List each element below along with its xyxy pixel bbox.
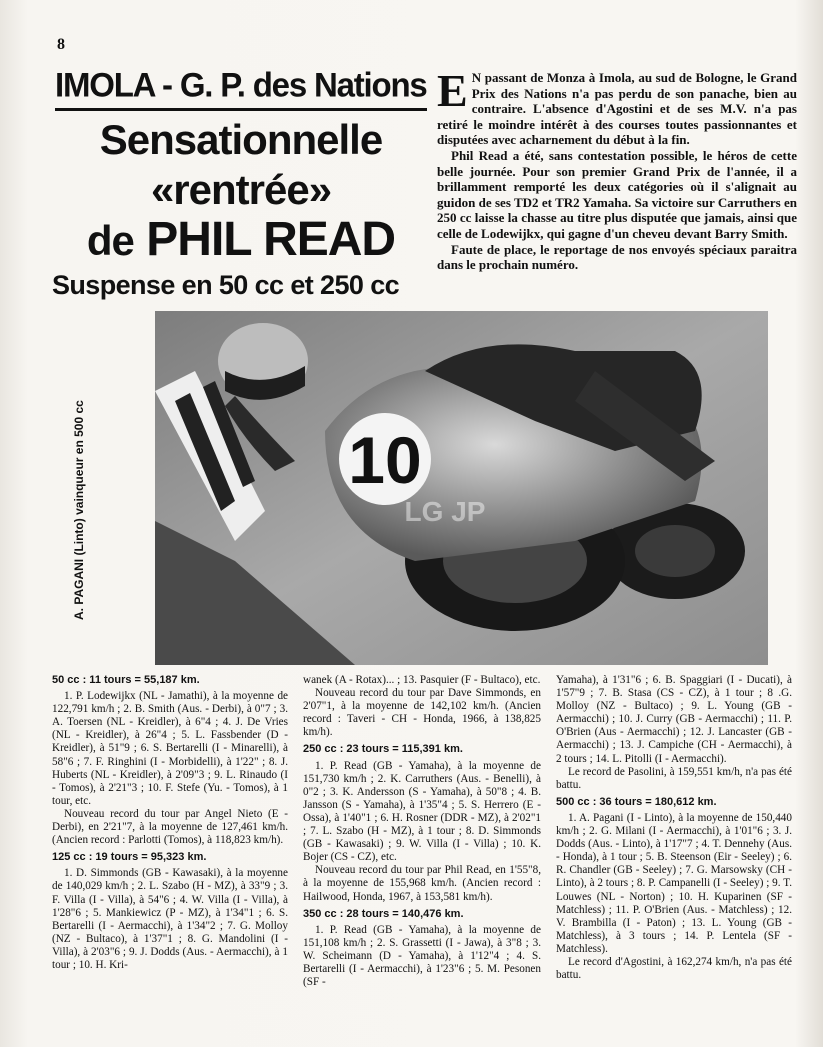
- results-record-125cc: Nouveau record du tour par Dave Simmonds, en 2'07"1, à la moyenne de 142,102 km/h. (Ancien record : Taveri - CH - Honda, 1966, à 138,825 km/h).: [303, 687, 541, 739]
- kicker-rule: [55, 108, 427, 111]
- results-body-125cc-cont: wanek (A - Rotax)... ; 13. Pasquier (F - Bultaco), etc.: [303, 674, 541, 686]
- intro-paragraph-3: Faute de place, le reportage de nos envoyés spéciaux paraitra dans le prochain numéro.: [437, 241, 797, 273]
- intro-paragraph-2: Phil Read a été, sans contestation possible, le héros de cette belle journée. Pour son premier Grand Prix de l'année, il a brillamment remporté les deux catégories où il s'alignait au guidon de ses TD2 et TR2 Yamaha. Sa victoire sur Carruthers en 250 cc laisse la chasse au titre plus disputée que jamais, ainsi que celle de Lodewijkx, qui gagne d'un cheveu devant Barry Smith.: [437, 147, 797, 241]
- motorcycle-photo-illustration: [155, 311, 768, 665]
- results-body-125cc: 1. D. Simmonds (GB - Kawasaki), à la moyenne de 140,029 km/h ; 2. L. Szabo (H - MZ), à 33"9 ; 3. F. Villa (I - Villa), à 54"6 ; 4. W. Villa (I - Villa), à 1'28"6 ; 5. Mankiewicz (P - MZ), à 1'34"1 ; 6. S. Bertarelli (I - Aermacchi), à 1'34"2 ; 7. G. Molloy (NZ - Bultaco), à 1'37"1 ; 8. G. Mandolini (I - Villa), à 2'03"6 ; 9. J. Dodds (Aus. - Aermacchi), à 1 tour ; 10. H. Kri-: [52, 867, 288, 971]
- headline-line-3: [55, 212, 427, 267]
- results-body-350cc: 1. P. Read (GB - Yamaha), à la moyenne de 151,108 km/h ; 2. S. Grassetti (I - Jawa), à 3"8 ; 3. W. Scheimann (D - Yamaha), à 1'12"4 ; 4. S. Bertarelli (I - Aermacchi), à 1'23"6 ; 5. M. Pesonen (SF -: [303, 923, 541, 989]
- results-column-1: [52, 674, 288, 972]
- results-head-50cc: 50 cc : 11 tours = 55,187 km.: [52, 674, 200, 686]
- drop-cap: E: [437, 65, 468, 116]
- photo-caption: A. PAGANI (Linto) vainqueur en 500 cc: [72, 400, 86, 620]
- results-head-500cc: 500 cc : 36 tours = 180,612 km.: [556, 795, 717, 808]
- race-photo: [155, 311, 768, 665]
- results-head-125cc: 125 cc : 19 tours = 95,323 km.: [52, 851, 207, 864]
- results-column-2: [303, 674, 541, 989]
- photo-race-number: 10: [348, 423, 422, 497]
- headline-line-2: «rentrée»: [150, 166, 332, 213]
- results-column-3: [556, 674, 792, 982]
- results-body-350cc-cont: Yamaha), à 1'31"6 ; 6. B. Spaggiari (I - Ducati), à 1'57"9 ; 7. B. Stasa (CS - CZ), à 1 tour ; 8 .G. Molloy (NZ - Bultaco) ; 9. L. Young (GB - Aermacchi) ; 10. J. Curry (GB - Aermacchi) ; 11. P. O'Brien (Aus - Aermacchi) ; 12. J. Lancaster (GB - Aermacchi) ; 13. J. Campiche (CH - Aermacchi), à 2 tours ; 14. L. Pitolli (I - Aermacchi).: [556, 674, 792, 765]
- results-record-350cc: Le record de Pasolini, à 159,551 km/h, n'a pas été battu.: [556, 765, 792, 791]
- subtitle: Suspense en 50 cc et 250 cc: [52, 270, 400, 300]
- headline-name: PHIL READ: [146, 213, 396, 266]
- intro-paragraph-1: E N passant de Monza à Imola, au sud de Bologne, le Grand Prix des Nations n'a pas perdu de son panache, bien au contraire. L'absence d'Agostini et de ses M.V. n'a pas retiré le moindre intérêt à des courses toutes passionnantes et disputées avec acharnement du début à la fin.: [437, 65, 797, 148]
- results-record-50cc: Nouveau record du tour par Angel Nieto (E - Derbi), en 2'21"7, à la moyenne de 127,461 km/h. (Ancien record : Parlotti (Tomos), à 118,823 km/h).: [52, 807, 288, 847]
- page-number: 8: [57, 36, 65, 53]
- results-record-500cc: Le record d'Agostini, à 162,274 km/h, n'a pas été battu.: [556, 955, 792, 982]
- kicker-title: IMOLA - G. P. des Nations: [55, 65, 427, 104]
- results-head-250cc: 250 cc : 23 tours = 115,391 km.: [303, 743, 463, 756]
- results-body-500cc: 1. A. Pagani (I - Linto), à la moyenne de 150,440 km/h ; 2. G. Milani (I - Aermacchi), à 1'01"6 ; 3. J. Dodds (Aus. - Linto), à 1'17"7 ; 4. T. Dennehy (Aus. - Honda), à 1 tour ; 5. B. Steenson (Eir - Seeley) ; 6. R. Chandler (GB - Seeley) ; 7. G. Marsowsky (CH - Linto), à 2 tours ; 8. P. Campanelli (I - Seeley) ; 9. T. Louwes (NL - Norton) ; 10. H. Kuparinen (SF - Matchless) ; 11. P. O'Brien (Aus. - Matchless) ; 12. V. Brambilla (I - Paton) ; 13. L. Young (GB - Matchless), à 3 tours ; 14. P. Lentela (SF - Matchless).: [556, 811, 792, 955]
- results-body-250cc: 1. P. Read (GB - Yamaha), à la moyenne de 151,730 km/h ; 2. K. Carruthers (Aus. - Benelli), à 0"2 ; 3. K. Andersson (S - Yamaha), à 50"8 ; 4. B. Jansson (S - Yamaha), à 1'35"4 ; 5. S. Herrero (E - Ossa), à 1'40"1 ; 6. H. Rosner (DDR - MZ), à 2'02"1 ; 7. L. Szabo (H - MZ), à 1 tour ; 8. D. Simmonds (GB - Kawasaki) ; 9. W. Villa (I - Villa) ; 10. K. Bojer (CS - CZ), etc.: [303, 759, 541, 864]
- headline-prefix: de: [86, 217, 134, 264]
- headline-line-1: Sensationnelle: [99, 116, 383, 163]
- results-head-350cc: 350 cc : 28 tours = 140,476 km.: [303, 907, 464, 920]
- intro-text: [437, 65, 797, 273]
- photo-watermark: LG JP: [404, 496, 486, 527]
- results-record-250cc: Nouveau record du tour par Phil Read, en 1'55"8, à la moyenne de 155,968 km/h. (Ancien record : Hailwood, Honda, 1967, à 153,581 km/h).: [303, 864, 541, 903]
- results-body-50cc: 1. P. Lodewijkx (NL - Jamathi), à la moyenne de 122,791 km/h ; 2. B. Smith (Aus. - Derbi), à 0"7 ; 3. A. Toersen (NL - Kreidler), à 6"4 ; 4. J. De Vries (NL - Kreidler), à 26"4 ; 5. L. Fassbender (D - Kreidler), à 51"9 ; 6. S. Bertarelli (I - Minarelli), à 58"6 ; 7. F. Ringhini (I - Morbidelli), à 1'22" ; 8. J. Huberts (NL - Kreidler), à 2'09"3 ; 9. L. Rinaudo (I - Tomos), à 2'21"3 ; 10. F. Stefe (Yu. - Tomos), à 1 tour, etc.: [52, 690, 288, 807]
